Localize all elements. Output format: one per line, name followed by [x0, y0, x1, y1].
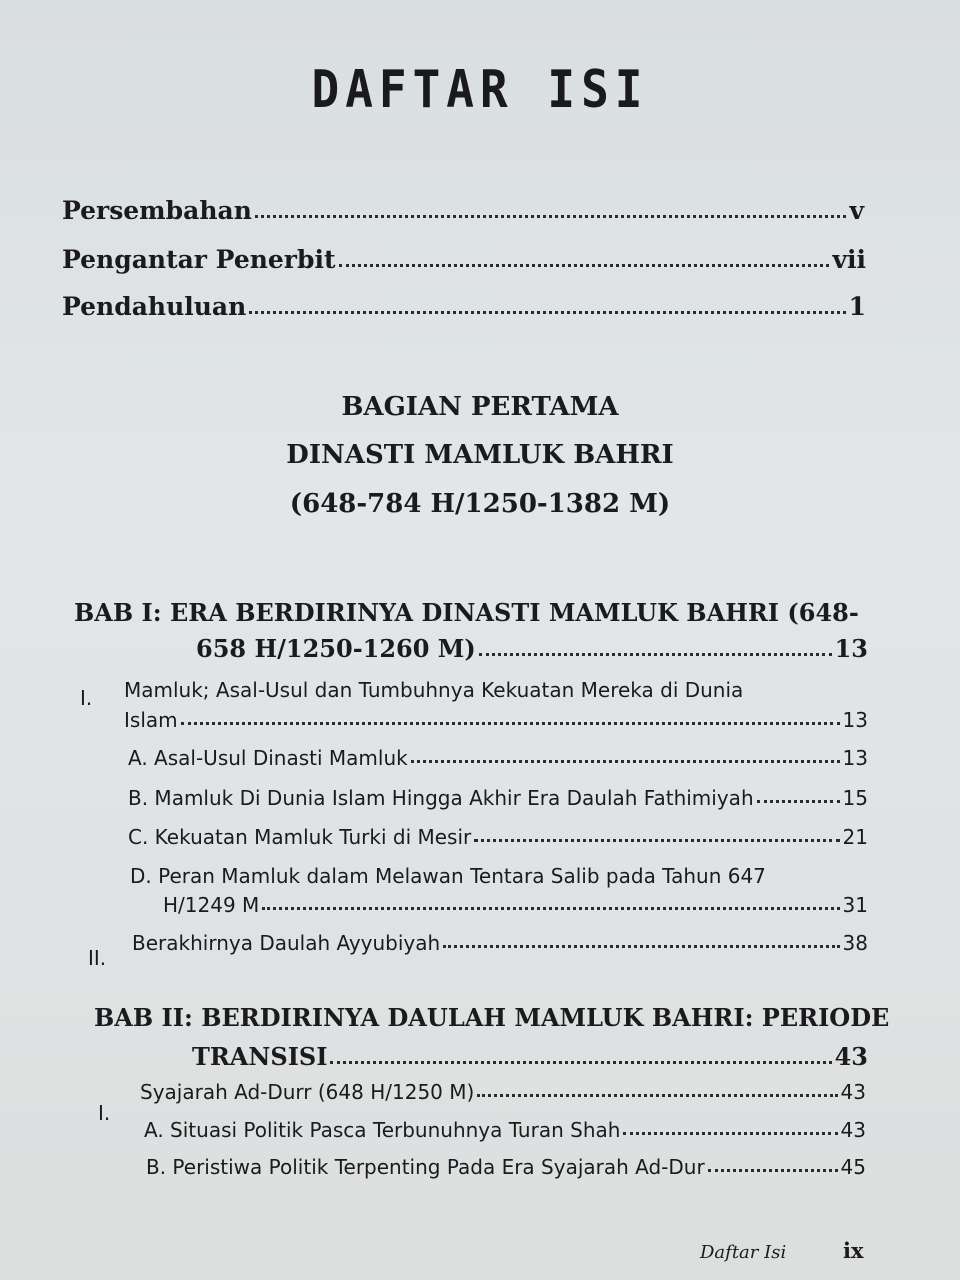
dot-leader: [249, 311, 845, 314]
bab1-title-line2[interactable]: [196, 634, 868, 663]
item-page: 21: [842, 825, 868, 849]
part-heading-line1: BAGIAN PERTAMA: [341, 392, 619, 422]
dot-leader: [411, 760, 840, 763]
section-numeral: II.: [88, 946, 107, 970]
toc-item-b-mamluk-dunia-islam[interactable]: [128, 786, 868, 810]
toc-section-syajarah-ad-durr[interactable]: [140, 1080, 866, 1104]
toc-item-a-asal-usul[interactable]: [128, 746, 868, 770]
section-label: Berakhirnya Daulah Ayyubiyah: [132, 931, 441, 955]
section-page: 43: [840, 1080, 866, 1104]
chapter-title-label: 658 H/1250-1260 M): [196, 634, 476, 663]
toc-item-c-kekuatan-mamluk[interactable]: [128, 825, 868, 849]
part-heading-line2: DINASTI MAMLUK BAHRI: [286, 440, 674, 470]
dot-leader: [479, 653, 832, 656]
dot-leader: [255, 215, 847, 218]
toc-entry-label: Pengantar Penerbit: [62, 245, 336, 274]
section-numeral: I.: [98, 1101, 111, 1125]
toc-item-d-line1[interactable]: D. Peran Mamluk dalam Melawan Tentara Salib pada Tahun 647: [130, 864, 766, 888]
item-page: 13: [842, 746, 868, 770]
section-page: 38: [842, 931, 868, 955]
section-numeral: I.: [80, 686, 93, 710]
toc-entry-pengantar-penerbit[interactable]: [62, 245, 866, 274]
dot-leader: [708, 1169, 838, 1172]
dot-leader: [477, 1094, 837, 1097]
bab2-title-line2[interactable]: [192, 1042, 868, 1071]
toc-entry-label: Pendahuluan: [62, 292, 247, 321]
bab1-title-line1[interactable]: BAB I: ERA BERDIRINYA DINASTI MAMLUK BAHRI (648-: [74, 598, 859, 627]
chapter-title-label: TRANSISI: [192, 1042, 328, 1071]
item-page: 43: [840, 1118, 866, 1142]
page-number: ix: [843, 1238, 864, 1263]
toc-item-a-situasi-politik[interactable]: [144, 1118, 866, 1142]
dot-leader: [443, 945, 839, 948]
toc-entry-page: v: [849, 196, 864, 225]
section-label: Syajarah Ad-Durr (648 H/1250 M): [140, 1080, 475, 1104]
toc-entry-page: vii: [832, 245, 866, 274]
section-title-line2[interactable]: [124, 708, 868, 732]
bab2-title-line1[interactable]: BAB II: BERDIRINYA DAULAH MAMLUK BAHRI: PERIODE: [94, 1003, 890, 1032]
dot-leader: [262, 907, 839, 910]
section-title-line1[interactable]: Mamluk; Asal-Usul dan Tumbuhnya Kekuatan Mereka di Dunia: [124, 678, 744, 702]
toc-entry-label: Persembahan: [62, 196, 252, 225]
dot-leader: [330, 1061, 831, 1064]
running-footer-title: Daftar Isi: [700, 1242, 787, 1263]
dot-leader: [474, 839, 839, 842]
dot-leader: [339, 264, 830, 267]
item-label: B. Mamluk Di Dunia Islam Hingga Akhir Era Daulah Fathimiyah: [128, 786, 754, 810]
item-label: B. Peristiwa Politik Terpenting Pada Era Syajarah Ad-Dur: [146, 1155, 705, 1179]
toc-entry-page: 1: [848, 292, 866, 321]
chapter-page: 43: [834, 1042, 868, 1071]
section-label: Islam: [124, 708, 178, 732]
toc-item-d-line2[interactable]: [163, 893, 868, 917]
toc-entry-persembahan[interactable]: [62, 196, 864, 225]
item-label: H/1249 M: [163, 893, 260, 917]
dot-leader: [181, 722, 840, 725]
toc-entry-pendahuluan[interactable]: [62, 292, 866, 321]
item-page: 31: [842, 893, 868, 917]
item-label: C. Kekuatan Mamluk Turki di Mesir: [128, 825, 472, 849]
chapter-page: 13: [834, 634, 868, 663]
part-heading-line3: (648-784 H/1250-1382 M): [289, 489, 671, 519]
dot-leader: [757, 800, 840, 803]
page-title: DAFTAR ISI: [311, 58, 649, 120]
item-label: A. Asal-Usul Dinasti Mamluk: [128, 746, 408, 770]
section-page: 13: [842, 708, 868, 732]
item-page: 15: [842, 786, 868, 810]
toc-section-berakhirnya-ayyubiyah[interactable]: [132, 931, 868, 955]
item-label: A. Situasi Politik Pasca Terbunuhnya Turan Shah: [144, 1118, 621, 1142]
toc-item-b-peristiwa-politik[interactable]: [146, 1155, 866, 1179]
dot-leader: [623, 1132, 837, 1135]
item-page: 45: [840, 1155, 866, 1179]
